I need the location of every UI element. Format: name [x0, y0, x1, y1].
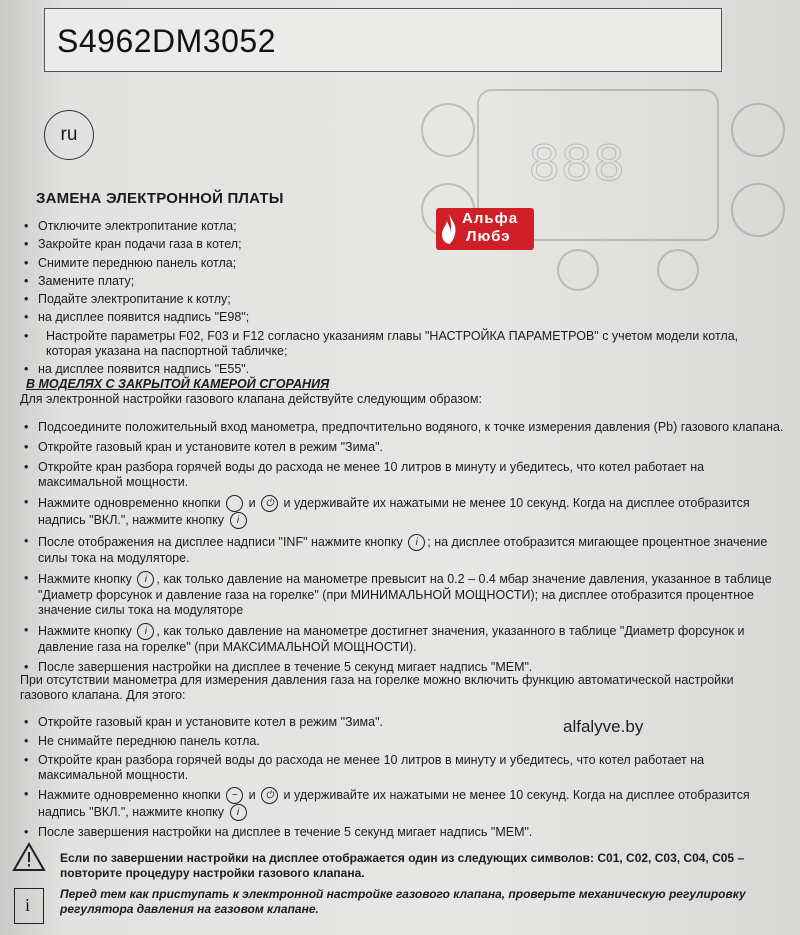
list-item: • на дисплее появится надпись "E98"; [20, 310, 780, 325]
warning-icon [12, 842, 46, 872]
step-text: Нажмите одновременно кнопки [38, 787, 221, 802]
step-text: ; на дисплее отобразится мигающее процентное значение силы тока на модуляторе. [38, 534, 768, 565]
list-item: • Подайте электропитание к котлу; [20, 292, 780, 307]
list-item [20, 571, 790, 618]
step-text: и [248, 495, 256, 510]
list-item: • Замените плату; [20, 274, 780, 289]
step-text: и [248, 787, 256, 802]
step-text: Нажмите кнопку [38, 571, 132, 586]
info-button-icon: i [230, 804, 247, 821]
subsection-title: В МОДЕЛЯХ С ЗАКРЫТОЙ КАМЕРОЙ СГОРАНИЯ [26, 377, 330, 391]
warning-note: Если по завершении настройки на дисплее отображается один из следующих символов: C01, C02, C03, C04, C05 – повторите процедуру настройки газового клапана. [60, 851, 745, 880]
list-item [20, 495, 790, 529]
list-item: • Подсоедините положительный вход манометра, предпочтительно водяного, к точке измерения давления (Pb) газового клапана. [20, 420, 790, 435]
list-item: • Откройте кран разбора горячей воды до расхода не менее 10 литров в минуту и убедитесь, что котел работает на максимальной мощности. [20, 753, 790, 783]
power-icon: ⏻ [261, 495, 278, 512]
step-text: , как только давление на манометре достигнет значения, указанного в таблице "Диаметр форсунок и давление газа на горелке" (при МАКСИМАЛЬНОЙ МОЩНОСТИ). [38, 623, 745, 654]
flame-icon [440, 213, 458, 245]
auto-setup-intro: При отсутствии манометра для измерения давления газа на горелке можно включить функцию автоматической настройки газового клапана. Для этого: [20, 673, 734, 702]
valve-setup-steps [20, 420, 790, 680]
list-item [20, 787, 790, 821]
list-item: • После завершения настройки на дисплее в течение 5 секунд мигает надпись "MEM". [20, 660, 790, 675]
step-text: , как только давление на манометре превысит на 0.2 – 0.4 мбар значение давления, указанное в таблице "Диаметр форсунок и давление газа на горелке" (при МИНИМАЛЬНОЙ МОЩНОСТИ); на дисплее отобразится процентное значение силы тока на модуляторе [38, 571, 772, 617]
step-text: После отображения на дисплее надписи "INF" нажмите кнопку [38, 534, 403, 549]
language-badge [44, 110, 94, 160]
section-intro: Для электронной настройки газового клапана действуйте следующим образом: [20, 392, 482, 406]
section-title: ЗАМЕНА ЭЛЕКТРОННОЙ ПЛАТЫ [36, 190, 284, 207]
list-item: • После завершения настройки на дисплее в течение 5 секунд мигает надпись "MEM". [20, 825, 790, 840]
list-item: • Откройте кран разбора горячей воды до расхода не менее 10 литров в минуту и убедитесь, что котел работает на максимальной мощности. [20, 460, 790, 490]
info-button-icon: i [230, 512, 247, 529]
list-item: • Не снимайте переднюю панель котла. [20, 734, 790, 749]
replacement-steps-list [20, 219, 780, 380]
circle-icon [226, 495, 243, 512]
info-button-icon: i [408, 534, 425, 551]
list-item: • Отключите электропитание котла; [20, 219, 780, 234]
list-item: • Снимите переднюю панель котла; [20, 256, 780, 271]
info-note: Перед тем как приступать к электронной настройке газового клапана, проверьте механическую регулировку регулятора давления на газовом клапане. [60, 887, 746, 916]
step-text: и удерживайте их нажатыми не менее 10 секунд. Когда на дисплее отобразится надпись "ВКЛ.", нажмите кнопку [38, 495, 750, 527]
step-text: Нажмите одновременно кнопки [38, 495, 221, 510]
model-number-box [44, 8, 722, 72]
minus-icon: − [226, 787, 243, 804]
list-item: • Закройте кран подачи газа в котел; [20, 237, 780, 252]
list-item: • на дисплее появится надпись "E55". [20, 362, 780, 377]
step-text: и удерживайте их нажатыми не менее 10 секунд. Когда на дисплее отобразится надпись "ВКЛ.", нажмите кнопку [38, 787, 750, 819]
language-label: ru [60, 124, 78, 145]
list-item: • Откройте газовый кран и установите котел в режим "Зима". [20, 440, 790, 455]
info-button-icon: i [137, 571, 154, 588]
info-button-icon: i [137, 623, 154, 640]
auto-setup-steps [20, 715, 790, 844]
alfa-lyube-logo [436, 208, 534, 250]
step-text: Нажмите кнопку [38, 623, 132, 638]
list-item: • Откройте газовый кран и установите котел в режим "Зима". [20, 715, 790, 730]
list-item: • Настройте параметры F02, F03 и F12 согласно указаниям главы "НАСТРОЙКА ПАРАМЕТРОВ" с учетом модели котла, которая указана на паспортной табличке; [20, 329, 746, 359]
info-icon: i [14, 888, 44, 924]
logo-line-2: Любэ [466, 228, 511, 245]
svg-text:888: 888 [528, 136, 626, 197]
list-item [20, 623, 790, 655]
power-icon: ⏻ [261, 787, 278, 804]
list-item [20, 534, 790, 566]
logo-line-1: Альфа [462, 210, 519, 227]
model-number: S4962DM3052 [57, 23, 276, 59]
site-watermark: alfalyve.by [563, 717, 644, 736]
